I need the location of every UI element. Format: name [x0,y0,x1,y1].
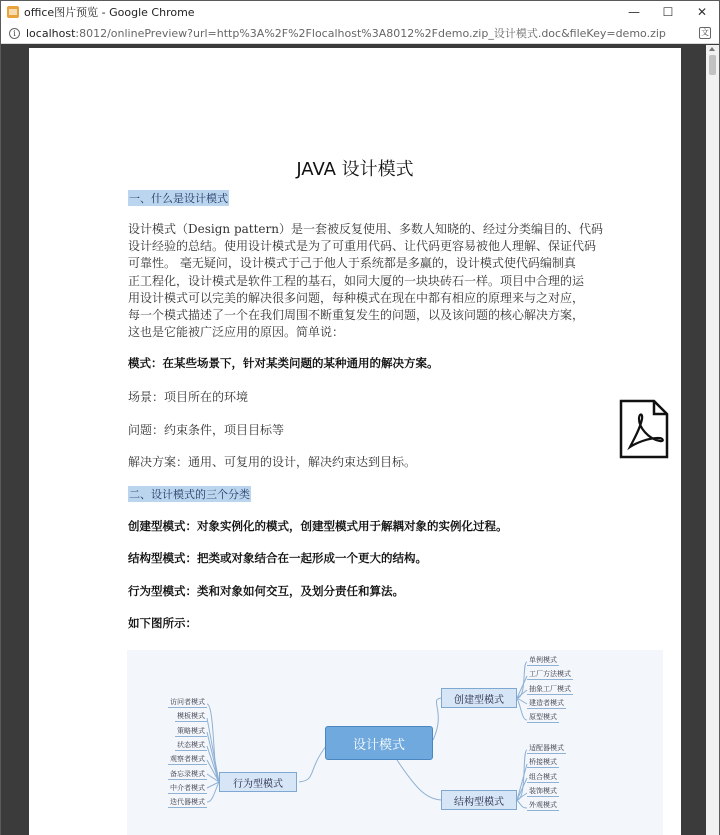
title-bar [1,1,719,23]
behavioral-line: 行为型模式：类和对象如何交互，及划分责任和算法。 [128,584,404,598]
behavioral-leaf: 观察者模式 [170,755,205,764]
structural-line: 结构型模式：把类或对象结合在一起形成一个更大的结构。 [128,551,427,565]
document-title: JAVA 设计模式 [296,159,414,180]
close-button[interactable]: ✕ [696,5,708,19]
mindmap-behavioral-node: 行为型模式 [219,772,297,792]
url-host: localhost [26,27,76,40]
structural-leaf: 组合模式 [529,772,557,781]
creational-leaf: 单例模式 [529,656,557,664]
paragraph-line: 正工程化，设计模式是软件工程的基石，如同大厦的一块块砖石一样。项目中合理的运 [128,273,585,288]
behavioral-leaf: 迭代器模式 [170,798,205,807]
scroll-thumb[interactable] [709,55,716,75]
solution-line: 解决方案：通用、可复用的设计，解决约束达到目标。 [128,455,417,469]
section-heading-1: 一、什么是设计模式 [129,192,228,205]
mindmap-figure [127,650,663,835]
document-page [29,48,681,835]
paragraph-line: 可靠性。 毫无疑问，设计模式于己于他人于系统都是多赢的，设计模式使代码编制真 [128,256,576,271]
scroll-up-arrow-icon[interactable] [709,47,715,51]
window-title: office图片预览 - Google Chrome [24,6,195,19]
scene-line: 场景：项目所在的环境 [128,390,249,404]
pdf-file-icon[interactable] [618,399,670,459]
paragraph-line: 用设计模式可以完美的解决很多问题，每种模式在现在中都有相应的原理来与之对应， [128,290,585,305]
mindmap-creational-node: 创建型模式 [441,688,517,708]
vertical-scrollbar[interactable] [706,45,719,835]
document-viewport [1,45,706,835]
paragraph-line: 设计经验的总结。使用设计模式是为了可重用代码、让代码更容易被他人理解、保证代码 [128,239,597,254]
mindmap-structural-node: 结构型模式 [441,790,517,810]
creational-leaf: 原型模式 [529,713,557,722]
mindmap-root-node: 设计模式 [325,726,433,760]
behavioral-leaf: 状态模式 [177,740,205,749]
problem-line: 问题：约束条件，项目目标等 [128,423,285,437]
structural-leaf: 桥接模式 [529,758,557,767]
url-path: :8012/onlinePreview?url=http%3A%2F%2Flocalhost%3A8012%2Fdemo.zip_设计模式.doc&fileKey=demo.zip [75,27,666,40]
creational-leaf: 抽象工厂模式 [529,684,571,693]
info-icon[interactable]: i [9,28,20,39]
url-text[interactable] [26,25,676,41]
behavioral-leaf: 访问者模式 [170,698,205,706]
creational-leaf: 建造者模式 [529,698,564,707]
behavioral-leaf: 策略模式 [177,726,205,735]
behavioral-leaf: 备忘录模式 [170,769,205,778]
minimize-button[interactable]: — [628,5,640,19]
app-icon [7,6,19,18]
creational-leaf: 工厂方法模式 [529,670,571,679]
translate-icon[interactable]: 文 [701,28,709,37]
structural-leaf: 装饰模式 [529,786,557,795]
section-heading-2: 二、设计模式的三个分类 [129,488,250,501]
window-controls [617,1,719,23]
pattern-definition: 模式：在某些场景下，针对某类问题的某种通用的解决方案。 [128,356,439,370]
structural-leaf: 外观模式 [529,801,557,810]
structural-leaf: 适配器模式 [529,744,564,752]
behavioral-leaf: 中介者模式 [170,783,205,792]
behavioral-leaf: 模板模式 [177,712,205,721]
address-bar[interactable] [1,23,719,44]
paragraph-line: 这也是它能被广泛应用的原因。简单说： [128,325,345,340]
paragraph-line: 设计模式（Design pattern）是一套被反复使用、多数人知晓的、经过分类编目的、代码 [128,222,603,236]
as-shown-line: 如下图所示： [128,616,197,630]
maximize-button[interactable]: ☐ [662,5,674,19]
paragraph-line: 每一个模式描述了一个在我们周围不断重复发生的问题，以及该问题的核心解决方案， [128,308,585,322]
creational-line: 创建型模式：对象实例化的模式，创建型模式用于解耦对象的实例化过程。 [128,519,508,533]
